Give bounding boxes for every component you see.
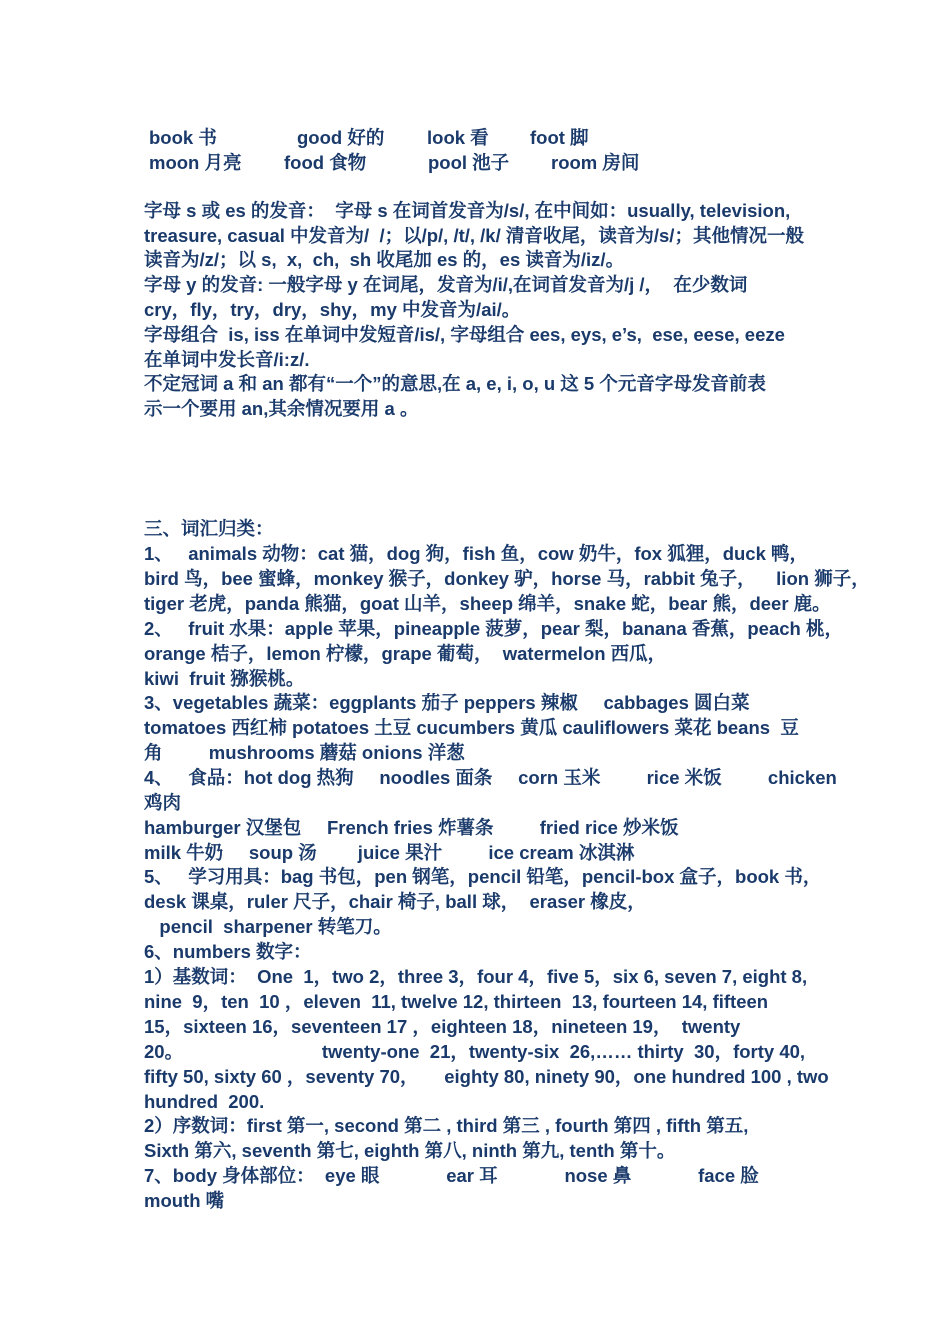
text-line: 不定冠词 a 和 an 都有“一个”的意思,在 a, e, i, o, u 这 5 个元音字母发音前表 <box>144 373 766 394</box>
text-line: 4、 食品：hot dog 热狗 noodles 面条 corn 玉米 rice 米饭 chicken <box>144 767 837 788</box>
text-line: 角 mushrooms 蘑菇 onions 洋葱 <box>144 742 465 763</box>
text-line: 15，sixteen 16，seventeen 17 ，eighteen 18，nineteen 19， twenty <box>144 1016 741 1037</box>
text-line: orange 桔子，lemon 柠檬，grape 葡萄， watermelon 西瓜， <box>144 643 667 664</box>
text-line: cry，fly，try，dry，shy，my 中发音为/ai/。 <box>144 299 521 320</box>
text-line: hundred 200. <box>144 1091 265 1112</box>
text-line: nine 9，ten 10 ，eleven 11, twelve 12, thirteen 13, fourteen 14, fifteen <box>144 991 769 1012</box>
text-line: hamburger 汉堡包 French fries 炸薯条 fried rice 炒米饭 <box>144 817 679 838</box>
word-item: moon 月亮 <box>149 152 242 173</box>
text-line: kiwi fruit 猕猴桃。 <box>144 668 305 689</box>
text-line: tiger 老虎，panda 熊猫，goat 山羊，sheep 绵羊，snake 蛇，bear 熊，deer 鹿。 <box>144 593 831 614</box>
text-line: bird 鸟，bee 蜜蜂，monkey 猴子，donkey 驴，horse 马，rabbit 兔子， lion 狮子， <box>144 568 870 589</box>
section-heading: 三、词汇归类： <box>144 518 274 539</box>
word-item: good 好的 <box>297 127 385 148</box>
text-line: 在单词中发长音/i:z/. <box>144 349 310 370</box>
text-line: 2、 fruit 水果：apple 苹果，pineapple 菠萝，pear 梨，banana 香蕉，peach 桃， <box>144 618 843 639</box>
text-line: 5、 学习用具：bag 书包，pen 钢笔，pencil 铅笔，pencil-box 盒子，book 书， <box>144 866 822 887</box>
text-line: tomatoes 西红柿 potatoes 土豆 cucumbers 黄瓜 cauliflowers 菜花 beans 豆 <box>144 717 799 738</box>
text-line: pencil sharpener 转笔刀。 <box>144 916 392 937</box>
text-line: milk 牛奶 soup 汤 juice 果汁 ice cream 冰淇淋 <box>144 842 635 863</box>
text-line: 1）基数词： One 1，two 2，three 3，four 4，five 5，six 6, seven 7, eight 8, <box>144 966 808 987</box>
text-line: 2）序数词：first 第一, second 第二 , third 第三 , fourth 第四 , fifth 第五, <box>144 1115 749 1136</box>
text-line: 3、vegetables 蔬菜：eggplants 茄子 peppers 辣椒 cabbages 圆白菜 <box>144 692 750 713</box>
text-line: 字母 y 的发音: 一般字母 y 在词尾，发音为/i/,在词首发音为/j /， 在少数词 <box>144 274 748 295</box>
text-line: 20。 twenty-one 21，twenty-six 26,…… thirty 30，forty 40, <box>144 1041 806 1062</box>
text-line: 字母 s 或 es 的发音： 字母 s 在词首发音为/s/, 在中间如：usually, television, <box>144 200 791 221</box>
word-item: book 书 <box>149 127 217 148</box>
word-item: pool 池子 <box>428 152 510 173</box>
text-line: mouth 嘴 <box>144 1190 225 1211</box>
text-line: 读音为/z/；以 s, x, ch, sh 收尾加 es 的，es 读音为/iz/。 <box>144 249 625 270</box>
text-line: desk 课桌，ruler 尺子，chair 椅子, ball 球， eraser 橡皮， <box>144 891 646 912</box>
text-line: 7、body 身体部位： eye 眼 ear 耳 nose 鼻 face 脸 <box>144 1165 759 1186</box>
text-line: 字母组合 is, iss 在单词中发短音/is/, 字母组合 ees, eys, e’s, ese, eese, eeze <box>144 324 785 345</box>
text-line: 1、 animals 动物：cat 猫，dog 狗，fish 鱼，cow 奶牛，fox 狐狸，duck 鸭， <box>144 543 809 564</box>
text-line: fifty 50, sixty 60 ，seventy 70， eighty 80, ninety 90，one hundred 100 , two <box>144 1066 829 1087</box>
word-item: look 看 <box>427 127 489 148</box>
text-line: Sixth 第六, seventh 第七, eighth 第八, ninth 第九, tenth 第十。 <box>144 1140 676 1161</box>
text-line: 鸡肉 <box>144 792 182 813</box>
word-item: room 房间 <box>551 152 640 173</box>
text-line: 示一个要用 an,其余情况要用 a 。 <box>144 398 419 419</box>
text-line: treasure, casual 中发音为/ /；以/p/, /t/, /k/ 清音收尾，读音为/s/；其他情况一般 <box>144 225 804 246</box>
text-line: 6、numbers 数字： <box>144 941 312 962</box>
word-item: food 食物 <box>284 152 367 173</box>
word-item: foot 脚 <box>530 127 589 148</box>
